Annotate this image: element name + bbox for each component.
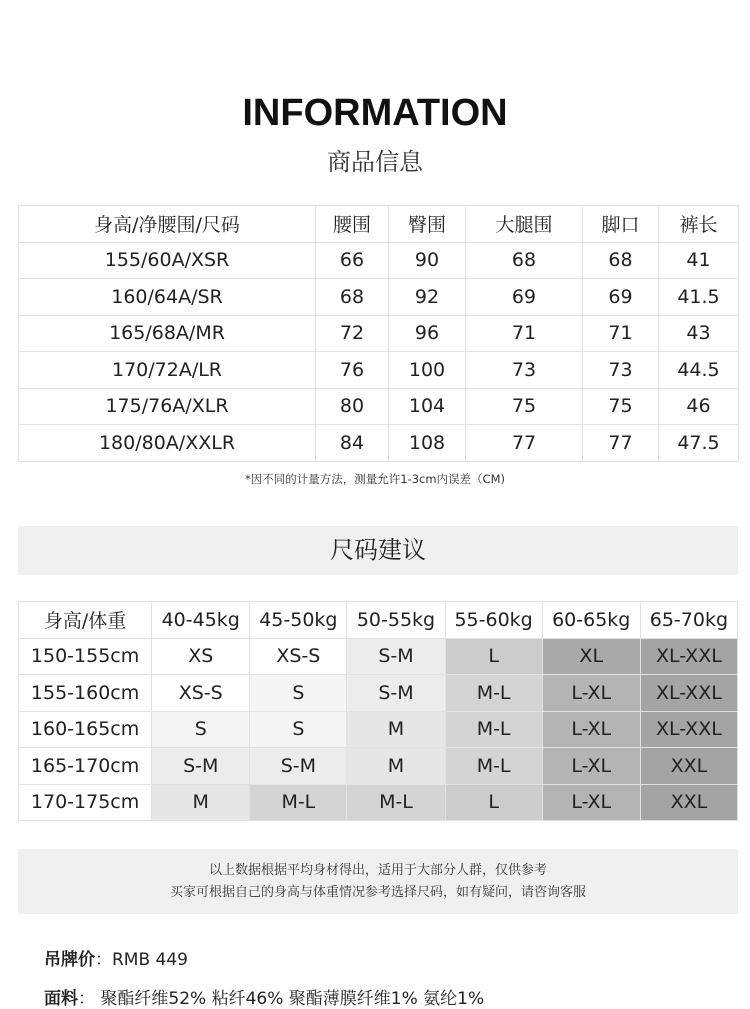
measurement-cell: 96 [389, 315, 466, 352]
size-cell: L-XL [542, 784, 640, 821]
size-header-cell: 65-70kg [640, 602, 737, 639]
size-cell: XL-XXL [640, 675, 737, 712]
size-header-cell: 40-45kg [152, 602, 250, 639]
size-cell: M [152, 784, 250, 821]
measurement-row [19, 242, 739, 279]
measurement-row [19, 279, 739, 316]
measurement-cell: 165/68A/MR [19, 315, 316, 352]
size-cell: XL-XXL [640, 638, 737, 675]
size-cell: M-L [250, 784, 347, 821]
measurement-cell: 160/64A/SR [19, 279, 316, 316]
size-cell: S-M [347, 638, 445, 675]
measurement-cell: 73 [466, 352, 583, 389]
size-cell: L [445, 784, 542, 821]
measurement-cell: 73 [583, 352, 659, 389]
measurement-cell: 92 [389, 279, 466, 316]
size-row [19, 711, 738, 748]
size-cell: S [250, 675, 347, 712]
measurement-cell: 69 [583, 279, 659, 316]
measurement-header-cell: 裤长 [659, 206, 739, 243]
measurement-cell: 175/76A/XLR [19, 388, 316, 425]
measurement-header-cell: 腰围 [316, 206, 389, 243]
advice-line-1: 以上数据根据平均身材得出，适用于大部分人群，仅供参考 [208, 863, 547, 878]
size-advice-note [18, 849, 738, 914]
measurement-cell: 68 [316, 279, 389, 316]
size-cell: L-XL [542, 748, 640, 785]
measurement-row [19, 315, 739, 352]
size-row [19, 675, 738, 712]
size-cell: XS-S [250, 638, 347, 675]
size-cell: L [445, 638, 542, 675]
size-row-label: 160-165cm [19, 711, 152, 748]
size-header-cell: 45-50kg [250, 602, 347, 639]
size-cell: S [152, 711, 250, 748]
size-header-cell: 55-60kg [445, 602, 542, 639]
size-row-label: 165-170cm [19, 748, 152, 785]
size-row-label: 170-175cm [19, 784, 152, 821]
price-row [44, 945, 188, 970]
measurement-cell: 80 [316, 388, 389, 425]
fabric-colon: ： [78, 989, 101, 1009]
page-title-en: INFORMATION [242, 92, 508, 134]
size-header-cell: 身高/体重 [19, 602, 152, 639]
size-cell: M-L [445, 748, 542, 785]
size-cell: M-L [445, 675, 542, 712]
measurement-row [19, 352, 739, 389]
measurement-note: *因不同的计量方法，测量允许1-3cm内误差（CM) [245, 472, 505, 486]
measurement-cell: 75 [583, 388, 659, 425]
measurement-cell: 41.5 [659, 279, 739, 316]
size-cell: S-M [347, 675, 445, 712]
fabric-row [44, 984, 484, 1009]
measurement-cell: 47.5 [659, 425, 739, 462]
fabric-label: 面料 [44, 989, 78, 1009]
measurement-cell: 46 [659, 388, 739, 425]
size-advice-table-body [19, 602, 738, 821]
price-label: 吊牌价 [44, 950, 95, 970]
size-cell: S-M [152, 748, 250, 785]
measurement-cell: 66 [316, 242, 389, 279]
measurement-table [18, 205, 739, 462]
measurement-cell: 180/80A/XXLR [19, 425, 316, 462]
size-cell: XL [542, 638, 640, 675]
measurement-header-cell: 大腿围 [466, 206, 583, 243]
measurement-header-cell: 身高/净腰围/尺码 [19, 206, 316, 243]
size-advice-table [18, 601, 738, 821]
size-advice-banner: 尺码建议 [18, 526, 738, 575]
measurement-cell: 72 [316, 315, 389, 352]
size-cell: M-L [347, 784, 445, 821]
size-cell: M [347, 711, 445, 748]
measurement-cell: 84 [316, 425, 389, 462]
size-row [19, 638, 738, 675]
advice-line-2: 买家可根据自己的身高与体重情况参考选择尺码，如有疑问，请咨询客服 [169, 885, 586, 900]
size-header-cell: 60-65kg [542, 602, 640, 639]
price-colon: ： [95, 950, 112, 970]
size-cell: XL-XXL [640, 711, 737, 748]
measurement-table-body [19, 206, 739, 462]
size-row [19, 784, 738, 821]
measurement-cell: 68 [466, 242, 583, 279]
size-header-row [19, 602, 738, 639]
measurement-cell: 108 [389, 425, 466, 462]
measurement-cell: 69 [466, 279, 583, 316]
measurement-cell: 44.5 [659, 352, 739, 389]
price-value: RMB 449 [112, 950, 188, 970]
measurement-cell: 104 [389, 388, 466, 425]
size-cell: XXL [640, 784, 737, 821]
size-cell: XS [152, 638, 250, 675]
measurement-cell: 155/60A/XSR [19, 242, 316, 279]
page-title-cn: 商品信息 [327, 148, 423, 176]
size-cell: L-XL [542, 675, 640, 712]
size-row-label: 150-155cm [19, 638, 152, 675]
measurement-cell: 71 [466, 315, 583, 352]
size-cell: XS-S [152, 675, 250, 712]
measurement-cell: 43 [659, 315, 739, 352]
measurement-cell: 68 [583, 242, 659, 279]
measurement-header-cell: 脚口 [583, 206, 659, 243]
measurement-cell: 75 [466, 388, 583, 425]
size-row [19, 748, 738, 785]
measurement-cell: 77 [583, 425, 659, 462]
size-cell: S [250, 711, 347, 748]
size-cell: M-L [445, 711, 542, 748]
measurement-cell: 90 [389, 242, 466, 279]
measurement-row [19, 388, 739, 425]
measurement-cell: 100 [389, 352, 466, 389]
size-row-label: 155-160cm [19, 675, 152, 712]
size-header-cell: 50-55kg [347, 602, 445, 639]
measurement-header-cell: 臀围 [389, 206, 466, 243]
measurement-cell: 77 [466, 425, 583, 462]
measurement-header-row [19, 206, 739, 243]
size-cell: XXL [640, 748, 737, 785]
size-cell: L-XL [542, 711, 640, 748]
size-cell: M [347, 748, 445, 785]
measurement-cell: 41 [659, 242, 739, 279]
fabric-value: 聚酯纤维52% 粘纤46% 聚酯薄膜纤维1% 氨纶1% [100, 989, 485, 1009]
measurement-row [19, 425, 739, 462]
measurement-cell: 170/72A/LR [19, 352, 316, 389]
measurement-cell: 76 [316, 352, 389, 389]
size-cell: S-M [250, 748, 347, 785]
measurement-cell: 71 [583, 315, 659, 352]
